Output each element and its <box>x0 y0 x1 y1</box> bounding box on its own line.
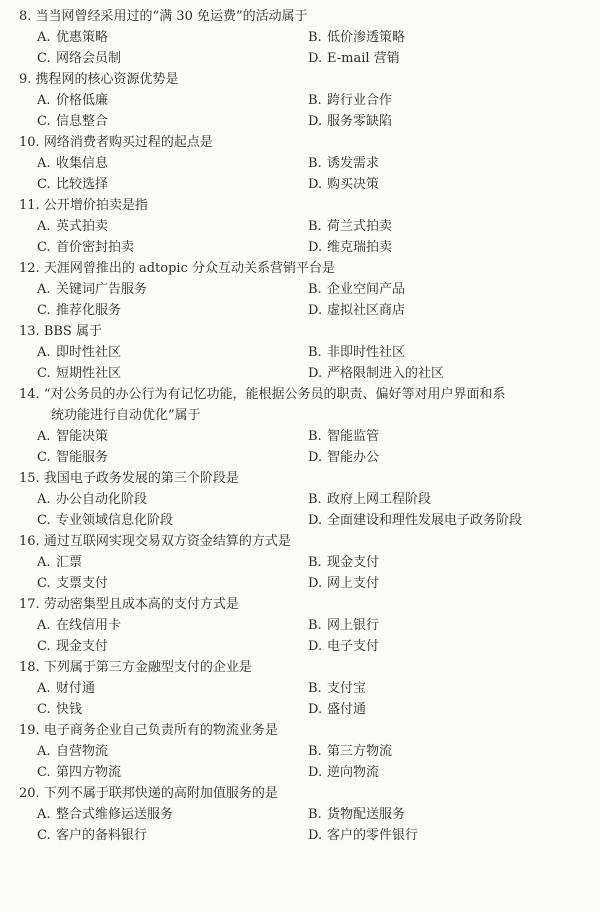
option-text: 低价渗透策略 <box>327 30 406 45</box>
option-row <box>0 510 600 531</box>
option-text: 网上银行 <box>327 618 380 633</box>
question-block <box>0 69 600 132</box>
question-text: 携程网的核心资源优势是 <box>35 72 179 87</box>
option-letter: B. <box>308 30 322 45</box>
question-text: 下列不属于联邦快递的高附加值服务的是 <box>43 786 278 801</box>
option-text: 客户的备料银行 <box>56 828 148 843</box>
option-d <box>308 48 400 69</box>
option-d <box>308 573 379 594</box>
question-text: 公开增价拍卖是指 <box>43 198 148 213</box>
option-text: 办公自动化阶段 <box>56 492 148 507</box>
option-b <box>308 678 366 699</box>
option-a <box>37 615 121 636</box>
option-text: 网络会员制 <box>56 51 122 66</box>
option-letter: B. <box>308 429 322 444</box>
question-number: 12. <box>19 261 40 276</box>
question-block <box>0 468 600 531</box>
question-text: 下列属于第三方金融型支付的企业是 <box>43 660 252 675</box>
option-text: 第四方物流 <box>56 765 122 780</box>
question-number: 13. <box>19 324 40 339</box>
option-letter: B. <box>308 282 322 297</box>
option-letter: A. <box>37 93 51 108</box>
option-letter: C. <box>37 576 51 591</box>
option-row <box>0 48 600 69</box>
option-text: 推荐化服务 <box>56 303 122 318</box>
question-stem <box>0 594 600 615</box>
option-letter: A. <box>37 219 51 234</box>
option-letter: B. <box>308 618 322 633</box>
option-letter: A. <box>37 618 51 633</box>
option-text: 逆向物流 <box>327 765 380 780</box>
option-letter: C. <box>37 366 51 381</box>
question-block <box>0 657 600 720</box>
option-row <box>0 489 600 510</box>
question-block <box>0 258 600 321</box>
option-letter: C. <box>37 513 51 528</box>
option-row <box>0 573 600 594</box>
option-letter: A. <box>37 744 51 759</box>
option-a <box>37 741 108 762</box>
option-c <box>37 447 108 468</box>
option-text: 即时性社区 <box>56 345 122 360</box>
option-row <box>0 825 600 846</box>
question-stem <box>0 720 600 741</box>
question-stem <box>0 132 600 153</box>
option-text: 智能监管 <box>327 429 380 444</box>
question-number: 10. <box>19 135 40 150</box>
question-stem <box>0 531 600 552</box>
option-text: 支票支付 <box>56 576 109 591</box>
option-letter: D. <box>308 303 323 318</box>
question-number: 14. <box>19 387 40 402</box>
option-text: 现金支付 <box>327 555 380 570</box>
option-b <box>308 552 379 573</box>
option-letter: D. <box>308 240 323 255</box>
option-row <box>0 762 600 783</box>
option-text: 盛付通 <box>327 702 367 717</box>
option-text: 跨行业合作 <box>327 93 393 108</box>
option-a <box>37 678 95 699</box>
option-row <box>0 426 600 447</box>
option-text: 支付宝 <box>327 681 367 696</box>
option-text: 维克瑞拍卖 <box>327 240 393 255</box>
option-row <box>0 636 600 657</box>
option-b <box>308 426 379 447</box>
option-text: 自营物流 <box>56 744 109 759</box>
option-letter: C. <box>37 450 51 465</box>
option-text: 荷兰式拍卖 <box>327 219 393 234</box>
option-row <box>0 153 600 174</box>
question-number: 17. <box>19 597 40 612</box>
option-letter: C. <box>37 303 51 318</box>
question-number: 8. <box>19 9 32 24</box>
option-text: 短期性社区 <box>56 366 122 381</box>
option-text: 客户的零件银行 <box>327 828 419 843</box>
option-letter: C. <box>37 765 51 780</box>
exam-page <box>0 6 600 846</box>
question-number: 18. <box>19 660 40 675</box>
option-letter: D. <box>308 366 323 381</box>
option-text: 专业领域信息化阶段 <box>56 513 174 528</box>
option-letter: B. <box>308 219 322 234</box>
option-b <box>308 90 392 111</box>
option-c <box>37 636 108 657</box>
option-text: 首价密封拍卖 <box>56 240 135 255</box>
question-stem <box>0 195 600 216</box>
option-b <box>308 153 379 174</box>
option-text: 货物配送服务 <box>327 807 406 822</box>
option-text: 政府上网工程阶段 <box>327 492 432 507</box>
option-c <box>37 237 134 258</box>
option-c <box>37 825 147 846</box>
question-block <box>0 321 600 384</box>
option-c <box>37 573 108 594</box>
question-block <box>0 783 600 846</box>
option-letter: D. <box>308 177 323 192</box>
option-d <box>308 363 444 384</box>
option-text: 现金支付 <box>56 639 109 654</box>
option-letter: C. <box>37 51 51 66</box>
option-row <box>0 216 600 237</box>
option-a <box>37 342 121 363</box>
option-d <box>308 300 405 321</box>
option-d <box>308 699 366 720</box>
option-letter: B. <box>308 555 322 570</box>
question-number: 19. <box>19 723 40 738</box>
option-a <box>37 153 108 174</box>
option-b <box>308 489 431 510</box>
option-text: 虚拟社区商店 <box>327 303 406 318</box>
option-letter: B. <box>308 156 322 171</box>
option-a <box>37 27 108 48</box>
question-block <box>0 384 600 468</box>
option-b <box>308 279 405 300</box>
option-letter: A. <box>37 429 51 444</box>
option-letter: C. <box>37 702 51 717</box>
option-b <box>308 741 392 762</box>
option-letter: D. <box>308 576 323 591</box>
question-stem <box>0 657 600 678</box>
option-b <box>308 27 405 48</box>
option-text: 网上支付 <box>327 576 380 591</box>
option-letter: B. <box>308 345 322 360</box>
option-text: 智能办公 <box>327 450 380 465</box>
option-c <box>37 174 108 195</box>
option-letter: A. <box>37 807 51 822</box>
option-letter: D. <box>308 639 323 654</box>
option-row <box>0 111 600 132</box>
option-d <box>308 447 379 468</box>
option-text: 关键词广告服务 <box>56 282 148 297</box>
option-row <box>0 363 600 384</box>
option-letter: A. <box>37 681 51 696</box>
option-d <box>308 510 522 531</box>
question-number: 9. <box>19 72 32 87</box>
option-text: 价格低廉 <box>56 93 109 108</box>
option-row <box>0 804 600 825</box>
option-a <box>37 426 108 447</box>
option-text: 收集信息 <box>56 156 109 171</box>
option-text: 比较选择 <box>56 177 109 192</box>
question-text: BBS 属于 <box>43 324 102 339</box>
question-block <box>0 132 600 195</box>
question-text: 我国电子政务发展的第三个阶段是 <box>43 471 239 486</box>
option-letter: A. <box>37 156 51 171</box>
option-text: 快钱 <box>56 702 83 717</box>
option-c <box>37 363 121 384</box>
option-letter: D. <box>308 450 323 465</box>
option-letter: B. <box>308 807 322 822</box>
option-row <box>0 237 600 258</box>
option-letter: D. <box>308 765 323 780</box>
option-d <box>308 636 379 657</box>
option-row <box>0 741 600 762</box>
option-d <box>308 174 379 195</box>
option-letter: C. <box>37 177 51 192</box>
question-number: 15. <box>19 471 40 486</box>
option-letter: C. <box>37 639 51 654</box>
option-row <box>0 678 600 699</box>
question-number: 16. <box>19 534 40 549</box>
option-text: 整合式维修运送服务 <box>56 807 174 822</box>
option-letter: D. <box>308 513 323 528</box>
question-text: 劳动密集型且成本高的支付方式是 <box>43 597 239 612</box>
option-row <box>0 90 600 111</box>
question-text-continued: 统功能进行自动优化”属于 <box>51 408 201 423</box>
question-text: 电子商务企业自己负责所有的物流业务是 <box>43 723 278 738</box>
option-letter: B. <box>308 492 322 507</box>
option-letter: A. <box>37 30 51 45</box>
option-b <box>308 342 405 363</box>
option-text: 服务零缺陷 <box>327 114 393 129</box>
option-c <box>37 762 121 783</box>
option-d <box>308 825 418 846</box>
option-c <box>37 510 173 531</box>
option-b <box>308 216 392 237</box>
option-row <box>0 447 600 468</box>
option-letter: B. <box>308 681 322 696</box>
question-number: 11. <box>19 198 40 213</box>
option-letter: A. <box>37 345 51 360</box>
option-text: 第三方物流 <box>327 744 393 759</box>
option-text: 全面建设和理性发展电子政务阶段 <box>327 513 523 528</box>
option-letter: C. <box>37 828 51 843</box>
option-text: 在线信用卡 <box>56 618 122 633</box>
option-d <box>308 762 379 783</box>
option-letter: A. <box>37 282 51 297</box>
option-row <box>0 699 600 720</box>
question-stem <box>0 783 600 804</box>
option-letter: C. <box>37 114 51 129</box>
option-letter: D. <box>308 51 323 66</box>
option-d <box>308 237 392 258</box>
option-text: 智能决策 <box>56 429 109 444</box>
question-block <box>0 6 600 69</box>
question-stem <box>0 384 600 426</box>
option-a <box>37 489 147 510</box>
option-letter: C. <box>37 240 51 255</box>
option-text: 严格限制进入的社区 <box>327 366 445 381</box>
option-letter: B. <box>308 93 322 108</box>
option-letter: A. <box>37 492 51 507</box>
option-row <box>0 174 600 195</box>
question-stem <box>0 258 600 279</box>
question-stem <box>0 6 600 27</box>
question-stem <box>0 468 600 489</box>
option-text: 电子支付 <box>327 639 380 654</box>
option-a <box>37 216 108 237</box>
option-a <box>37 90 108 111</box>
option-c <box>37 300 121 321</box>
question-number: 20. <box>19 786 40 801</box>
option-text: 购买决策 <box>327 177 380 192</box>
option-text: 企业空间产品 <box>327 282 406 297</box>
option-letter: D. <box>308 114 323 129</box>
question-text: 当当网曾经采用过的“满 30 免运费”的活动属于 <box>35 9 308 24</box>
option-text: 诱发需求 <box>327 156 380 171</box>
option-text: 优惠策略 <box>56 30 109 45</box>
option-text: 智能服务 <box>56 450 109 465</box>
option-letter: A. <box>37 555 51 570</box>
option-text: 信息整合 <box>56 114 109 129</box>
question-stem <box>0 321 600 342</box>
option-letter: D. <box>308 702 323 717</box>
option-row <box>0 615 600 636</box>
option-text: E-mail 营销 <box>327 51 400 66</box>
question-block <box>0 720 600 783</box>
option-row <box>0 27 600 48</box>
question-block <box>0 531 600 594</box>
question-block <box>0 594 600 657</box>
option-d <box>308 111 392 132</box>
option-text: 汇票 <box>56 555 83 570</box>
option-letter: D. <box>308 828 323 843</box>
question-block <box>0 195 600 258</box>
option-row <box>0 279 600 300</box>
option-b <box>308 615 379 636</box>
option-text: 非即时性社区 <box>327 345 406 360</box>
option-row <box>0 342 600 363</box>
option-letter: B. <box>308 744 322 759</box>
question-text: 天涯网曾推出的 adtopic 分众互动关系营销平台是 <box>43 261 335 276</box>
option-row <box>0 300 600 321</box>
option-c <box>37 48 121 69</box>
question-stem <box>0 69 600 90</box>
option-b <box>308 804 405 825</box>
option-a <box>37 804 173 825</box>
option-text: 英式拍卖 <box>56 219 109 234</box>
option-c <box>37 111 108 132</box>
option-row <box>0 552 600 573</box>
option-c <box>37 699 82 720</box>
question-text: 通过互联网实现交易双方资金结算的方式是 <box>43 534 291 549</box>
option-text: 财付通 <box>56 681 96 696</box>
option-a <box>37 552 82 573</box>
question-text: 网络消费者购买过程的起点是 <box>43 135 213 150</box>
question-text: “对公务员的办公行为有记忆功能，能根据公务员的职责、偏好等对用户界面和系 <box>43 387 506 402</box>
option-a <box>37 279 147 300</box>
